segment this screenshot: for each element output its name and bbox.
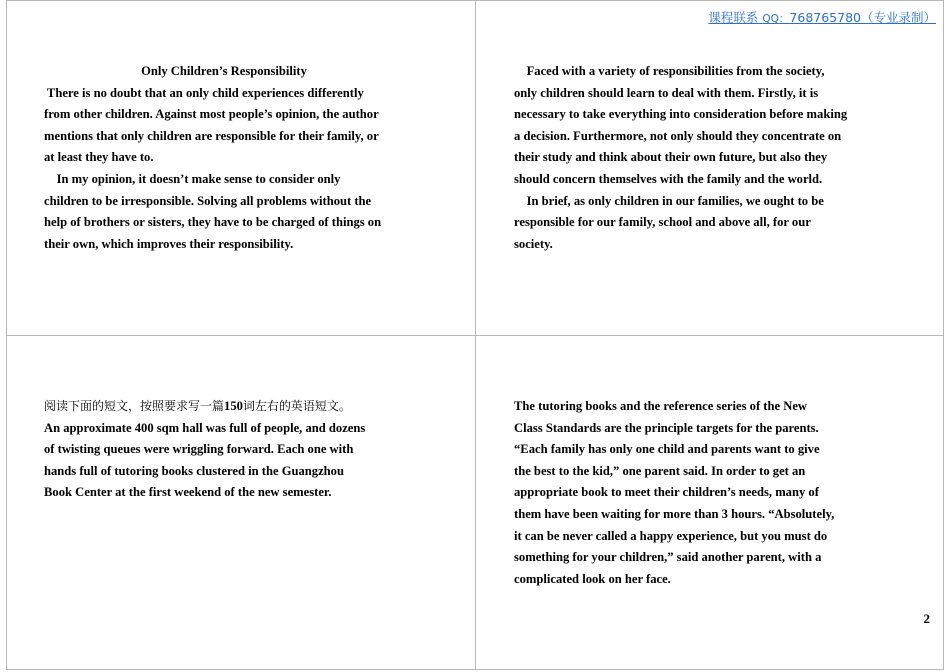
passage-line: The tutoring books and the reference series of the New: [514, 399, 808, 413]
reading-passage-part2: [514, 396, 874, 590]
essay-only-children-part1: [44, 61, 404, 255]
instruction-suffix: 词左右的英语短文。: [242, 399, 351, 413]
essay-line: In my opinion, it doesn’t make sense to consider only: [44, 171, 341, 186]
instruction-line: [44, 396, 404, 418]
essay-line: society.: [514, 236, 553, 251]
contact-number: 768765780（专业录制）: [789, 10, 936, 25]
essay-line: should concern themselves with the family and the world.: [514, 171, 823, 186]
instruction-prefix: 阅读下面的短文，按照要求写一篇: [44, 399, 225, 413]
passage-line: complicated look on her face.: [514, 571, 671, 586]
passage-line: appropriate book to meet their children’s needs, many of: [514, 485, 819, 500]
essay-line: responsible for our family, school and above all, for our: [514, 215, 811, 230]
passage-line: Book Center at the first weekend of the new semester.: [44, 485, 332, 500]
passage-line: the best to the kid,” one parent said. In order to get an: [514, 463, 806, 478]
essay-line: from other children. Against most people’s opinion, the author: [44, 107, 379, 122]
essay-title: Only Children’s Responsibility: [141, 64, 307, 78]
passage-line: them have been waiting for more than 3 hours. “Absolutely,: [514, 506, 835, 521]
essay-line: at least they have to.: [44, 150, 154, 165]
essay-line: only children should learn to deal with them. Firstly, it is: [514, 85, 819, 100]
passage-line: An approximate 400 sqm hall was full of people, and dozens: [44, 420, 366, 435]
essay-line: help of brothers or sisters, they have to be charged of things on: [44, 215, 382, 230]
essay-line: a decision. Furthermore, not only should they concentrate on: [514, 128, 842, 143]
passage-line: hands full of tutoring books clustered in the Guangzhou: [44, 463, 344, 478]
essay-line: mentions that only children are responsible for their family, or: [44, 128, 379, 143]
essay-only-children-part2: [514, 61, 894, 255]
essay-line: children to be irresponsible. Solving all problems without the: [44, 193, 372, 208]
reading-passage-part1: [44, 396, 404, 504]
essay-line: their study and think about their own future, but also they: [514, 150, 828, 165]
essay-line: necessary to take everything into consideration before making: [514, 107, 848, 122]
essay-line: Faced with a variety of responsibilities from the society,: [514, 64, 825, 78]
horizontal-divider: [6, 335, 944, 336]
passage-line: something for your children,” said another parent, with a: [514, 550, 822, 565]
course-contact-link[interactable]: [708, 8, 936, 26]
essay-line: their own, which improves their responsibility.: [44, 236, 294, 251]
passage-line: “Each family has only one child and parents want to give: [514, 442, 820, 457]
contact-prefix: 课程联系: [708, 10, 763, 25]
passage-line: Class Standards are the principle targets for the parents.: [514, 420, 819, 435]
essay-line: There is no doubt that an only child experiences differently: [44, 85, 364, 100]
contact-qq-label: QQ：: [762, 13, 790, 25]
page-number: 2: [923, 611, 930, 626]
passage-line: of twisting queues were wriggling forward. Each one with: [44, 442, 354, 457]
essay-line: In brief, as only children in our families, we ought to be: [514, 193, 824, 208]
instruction-word-count: 150: [224, 399, 243, 413]
passage-line: it can be never called a happy experience, but you must do: [514, 528, 828, 543]
